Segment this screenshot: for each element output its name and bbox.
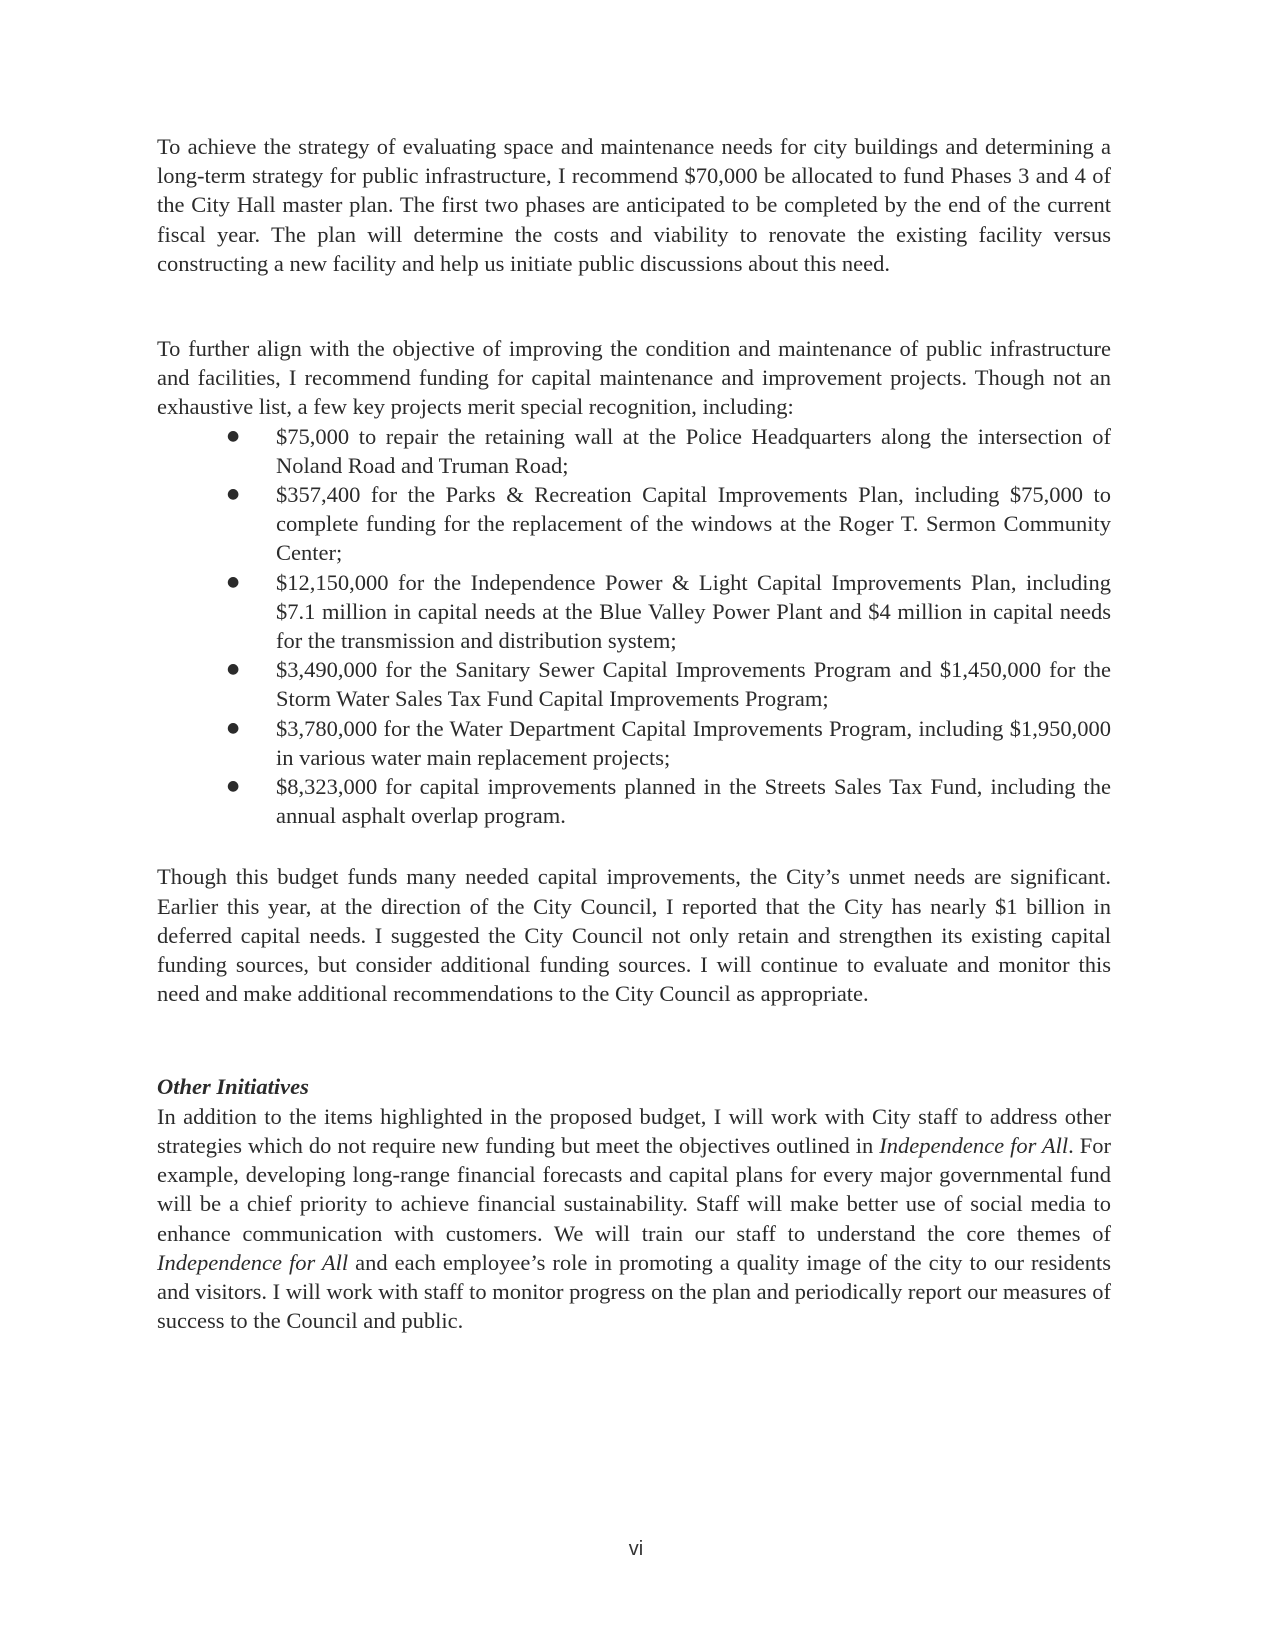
list-item-text: $75,000 to repair the retaining wall at the Police Headquarters along the intersection of Noland Road and Truman Road;: [276, 423, 1111, 478]
bullet-icon: ●: [227, 486, 240, 503]
paragraph-capital-maintenance: To further align with the objective of improving the condition and maintenance of public infrastructure and facilities, I recommend funding for capital maintenance and improvement projects. Though not an exhaustive list, a few key projects merit special recognition, including:: [157, 336, 1111, 420]
bullet-icon: ●: [227, 778, 240, 795]
paragraph-other-initiatives: [157, 1102, 1111, 1336]
bullet-icon: ●: [227, 427, 240, 444]
other-initiatives-text-1: In addition to the items highlighted in the proposed budget, I will work with City staff to address other strategies which do not require new funding but meet the objectives outlined in: [157, 1103, 1111, 1158]
plan-title: Independence for All: [157, 1249, 349, 1275]
list-item-text: $8,323,000 for capital improvements planned in the Streets Sales Tax Fund, including the annual asphalt overlap program.: [276, 774, 1111, 829]
bullet-icon: ●: [227, 573, 240, 590]
section-heading-other-initiatives: Other Initiatives: [157, 1074, 309, 1100]
list-item: [157, 568, 1111, 656]
paragraph-city-hall-master-plan: To achieve the strategy of evaluating space and maintenance needs for city buildings and determining a long-term strategy for public infrastructure, I recommend $70,000 be allocated to fund Phases 3 and 4 of the City Hall master plan. The first two phases are anticipated to be completed by the end of the current fiscal year. The plan will determine the costs and viability to renovate the existing facility versus constructing a new facility and help us initiate public discussions about this need.: [157, 134, 1111, 276]
capital-projects-list: [157, 422, 1111, 831]
document-page: [157, 132, 1111, 1335]
list-item: [157, 422, 1111, 480]
paragraph-unmet-needs: Though this budget funds many needed capital improvements, the City’s unmet needs are significant. Earlier this year, at the direction of the City Council, I reported that the City has nearly $1 billion in deferred capital needs. I suggested the City Council not only retain and strengthen its existing capital funding sources, but consider additional funding sources. I will continue to evaluate and monitor this need and make additional recommendations to the City Council as appropriate.: [157, 864, 1111, 1007]
list-item: [157, 655, 1111, 713]
plan-title: Independence for All: [879, 1132, 1069, 1158]
other-initiatives-text-2: . For example, developing long-range financial forecasts and capital plans for every major governmental fund will be a chief priority to achieve financial sustainability. Staff will make better use of social media to enhance communication with customers. We will train our staff to understand the core themes of: [157, 1132, 1111, 1246]
list-item: [157, 714, 1111, 772]
bullet-icon: ●: [227, 661, 240, 678]
list-item-text: $12,150,000 for the Independence Power & Light Capital Improvements Plan, including $7.1 million in capital needs at the Blue Valley Power Plant and $4 million in capital needs for the transmission and distribution system;: [276, 569, 1111, 654]
list-item-text: $357,400 for the Parks & Recreation Capital Improvements Plan, including $75,000 to complete funding for the replacement of the windows at the Roger T. Sermon Community Center;: [276, 482, 1111, 566]
page-number: vi: [628, 1538, 644, 1560]
list-item: [157, 480, 1111, 568]
bullet-icon: ●: [227, 719, 240, 736]
list-item-text: $3,780,000 for the Water Department Capital Improvements Program, including $1,950,000 in various water main replacement projects;: [276, 715, 1111, 770]
list-item: [157, 772, 1111, 830]
other-initiatives-text-3: and each employee’s role in promoting a quality image of the city to our residents and visitors. I will work with staff to monitor progress on the plan and periodically report our measures of success to the Council and public.: [157, 1249, 1111, 1334]
list-item-text: $3,490,000 for the Sanitary Sewer Capital Improvements Program and $1,450,000 for the Storm Water Sales Tax Fund Capital Improvements Program;: [276, 657, 1111, 712]
